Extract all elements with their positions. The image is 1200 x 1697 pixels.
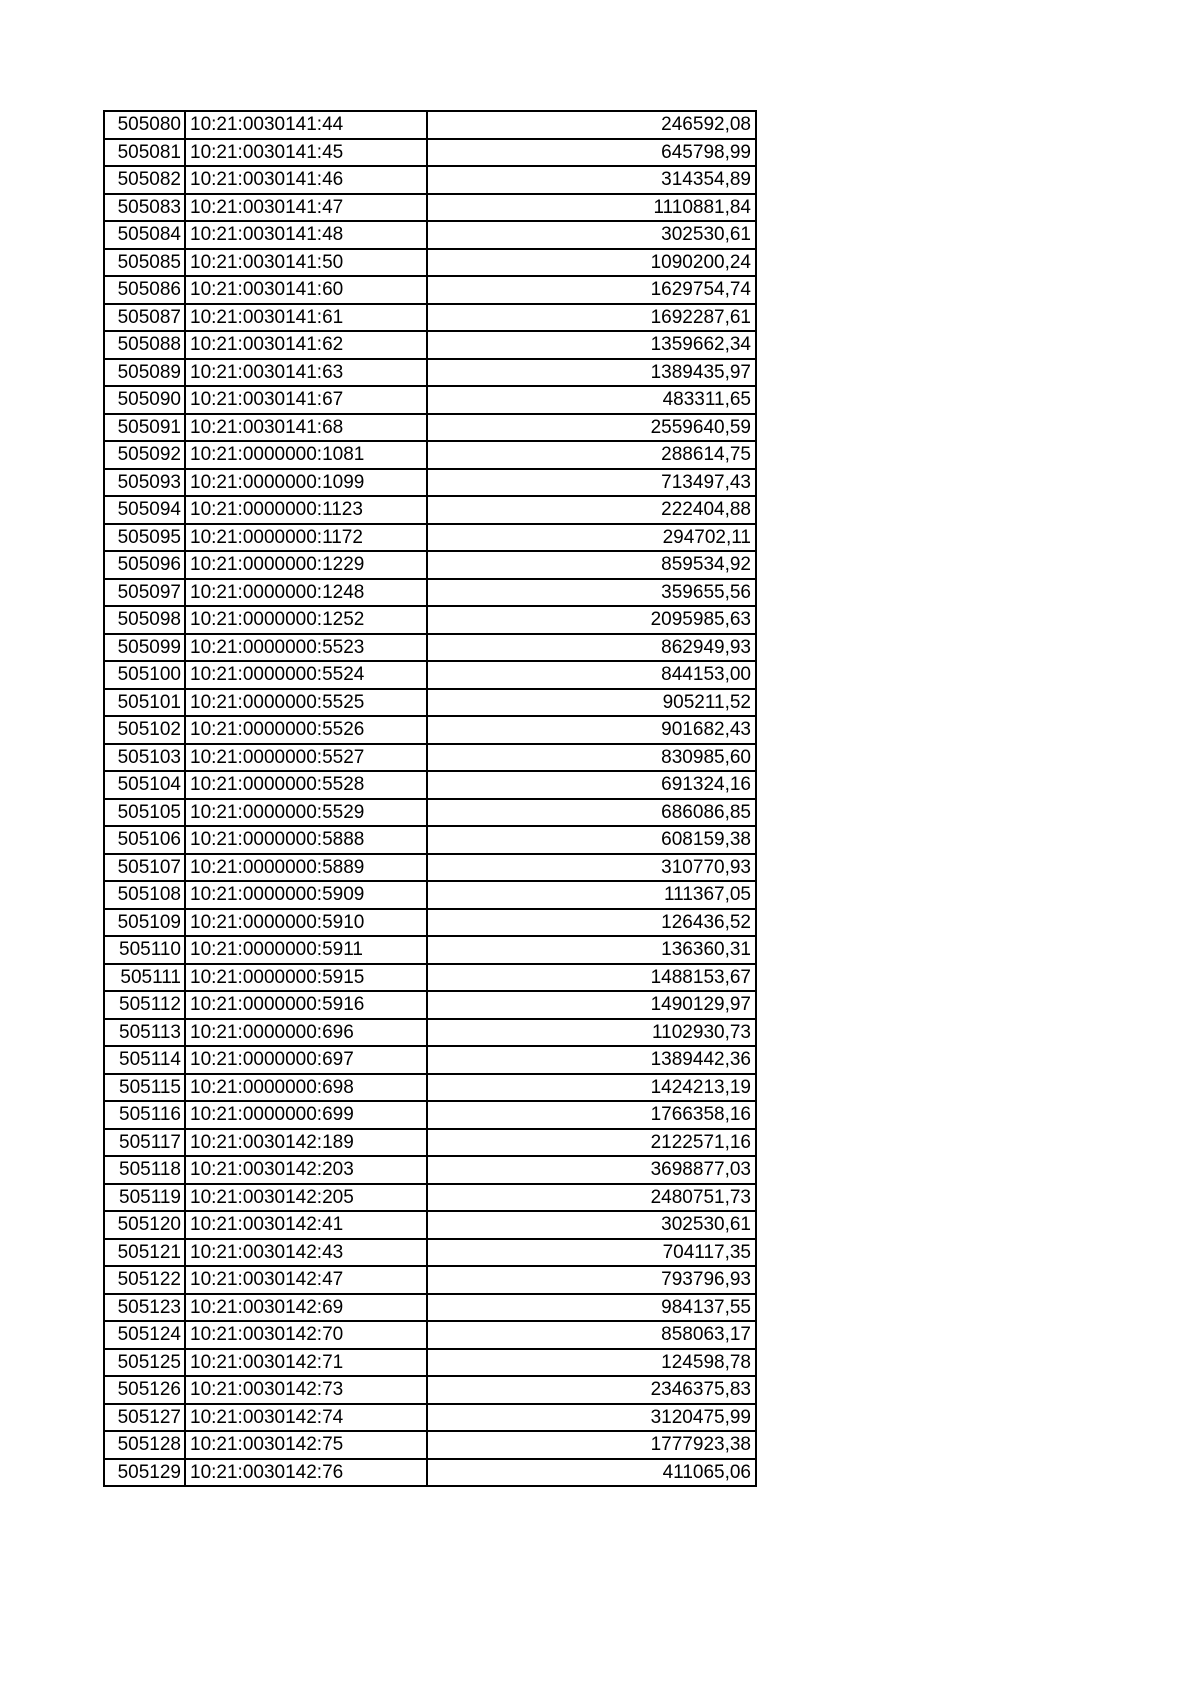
- cadastral-number-cell: 10:21:0030142:73: [185, 1376, 427, 1404]
- value-cell: 704117,35: [427, 1239, 756, 1267]
- cadastral-number-cell: 10:21:0030141:47: [185, 194, 427, 222]
- row-id-cell: 505103: [104, 744, 185, 772]
- value-cell: 1488153,67: [427, 964, 756, 992]
- row-id-cell: 505092: [104, 441, 185, 469]
- value-cell: 984137,55: [427, 1294, 756, 1322]
- table-row: [104, 276, 756, 304]
- value-cell: 793796,93: [427, 1266, 756, 1294]
- cadastral-number-cell: 10:21:0030141:50: [185, 249, 427, 277]
- row-id-cell: 505082: [104, 166, 185, 194]
- table-row: [104, 1404, 756, 1432]
- cadastral-number-cell: 10:21:0030141:61: [185, 304, 427, 332]
- row-id-cell: 505123: [104, 1294, 185, 1322]
- cadastral-number-cell: 10:21:0000000:1099: [185, 469, 427, 497]
- row-id-cell: 505115: [104, 1074, 185, 1102]
- table-row: [104, 1211, 756, 1239]
- row-id-cell: 505120: [104, 1211, 185, 1239]
- row-id-cell: 505128: [104, 1431, 185, 1459]
- table-row: [104, 221, 756, 249]
- value-cell: 294702,11: [427, 524, 756, 552]
- table-row: [104, 386, 756, 414]
- cadastral-number-cell: 10:21:0000000:696: [185, 1019, 427, 1047]
- row-id-cell: 505094: [104, 496, 185, 524]
- cadastral-number-cell: 10:21:0000000:5526: [185, 716, 427, 744]
- cadastral-number-cell: 10:21:0030142:70: [185, 1321, 427, 1349]
- value-cell: 686086,85: [427, 799, 756, 827]
- value-cell: 310770,93: [427, 854, 756, 882]
- value-cell: 1490129,97: [427, 991, 756, 1019]
- row-id-cell: 505127: [104, 1404, 185, 1432]
- cadastral-number-cell: 10:21:0000000:5888: [185, 826, 427, 854]
- cadastral-number-cell: 10:21:0030142:203: [185, 1156, 427, 1184]
- table-row: [104, 744, 756, 772]
- value-cell: 2559640,59: [427, 414, 756, 442]
- row-id-cell: 505083: [104, 194, 185, 222]
- cadastral-number-cell: 10:21:0030142:76: [185, 1459, 427, 1487]
- row-id-cell: 505124: [104, 1321, 185, 1349]
- value-cell: 1359662,34: [427, 331, 756, 359]
- table-row: [104, 936, 756, 964]
- cadastral-number-cell: 10:21:0030141:60: [185, 276, 427, 304]
- row-id-cell: 505098: [104, 606, 185, 634]
- cadastral-number-cell: 10:21:0030142:47: [185, 1266, 427, 1294]
- row-id-cell: 505087: [104, 304, 185, 332]
- table-row: [104, 1376, 756, 1404]
- cadastral-number-cell: 10:21:0000000:1123: [185, 496, 427, 524]
- table-row: [104, 331, 756, 359]
- row-id-cell: 505112: [104, 991, 185, 1019]
- value-cell: 862949,93: [427, 634, 756, 662]
- cadastral-number-cell: 10:21:0000000:699: [185, 1101, 427, 1129]
- cadastral-number-cell: 10:21:0030141:67: [185, 386, 427, 414]
- value-cell: 359655,56: [427, 579, 756, 607]
- cadastral-number-cell: 10:21:0000000:5523: [185, 634, 427, 662]
- table-row: [104, 579, 756, 607]
- table-row: [104, 249, 756, 277]
- table-row: [104, 964, 756, 992]
- row-id-cell: 505086: [104, 276, 185, 304]
- cadastral-number-cell: 10:21:0030142:43: [185, 1239, 427, 1267]
- table-row: [104, 496, 756, 524]
- value-cell: 713497,43: [427, 469, 756, 497]
- cadastral-value-table: [103, 110, 757, 1487]
- value-cell: 1389435,97: [427, 359, 756, 387]
- table-row: [104, 826, 756, 854]
- table-row: [104, 1321, 756, 1349]
- table-row: [104, 1156, 756, 1184]
- table-row: [104, 1074, 756, 1102]
- value-cell: 691324,16: [427, 771, 756, 799]
- row-id-cell: 505126: [104, 1376, 185, 1404]
- table-row: [104, 661, 756, 689]
- table-row: [104, 441, 756, 469]
- row-id-cell: 505110: [104, 936, 185, 964]
- row-id-cell: 505095: [104, 524, 185, 552]
- value-cell: 302530,61: [427, 1211, 756, 1239]
- row-id-cell: 505108: [104, 881, 185, 909]
- value-cell: 1424213,19: [427, 1074, 756, 1102]
- table-row: [104, 799, 756, 827]
- cadastral-number-cell: 10:21:0000000:5525: [185, 689, 427, 717]
- cadastral-number-cell: 10:21:0030141:62: [185, 331, 427, 359]
- cadastral-number-cell: 10:21:0030142:74: [185, 1404, 427, 1432]
- row-id-cell: 505100: [104, 661, 185, 689]
- table-row: [104, 111, 756, 139]
- value-cell: 111367,05: [427, 881, 756, 909]
- value-cell: 411065,06: [427, 1459, 756, 1487]
- row-id-cell: 505088: [104, 331, 185, 359]
- cadastral-number-cell: 10:21:0030141:44: [185, 111, 427, 139]
- table-row: [104, 194, 756, 222]
- cadastral-number-cell: 10:21:0030142:75: [185, 1431, 427, 1459]
- value-cell: 905211,52: [427, 689, 756, 717]
- table-row: [104, 1294, 756, 1322]
- value-cell: 314354,89: [427, 166, 756, 194]
- table-row: [104, 909, 756, 937]
- table-row: [104, 1101, 756, 1129]
- row-id-cell: 505097: [104, 579, 185, 607]
- cadastral-number-cell: 10:21:0000000:1081: [185, 441, 427, 469]
- table-row: [104, 166, 756, 194]
- cadastral-number-cell: 10:21:0000000:5528: [185, 771, 427, 799]
- table-row: [104, 139, 756, 167]
- cadastral-number-cell: 10:21:0000000:5889: [185, 854, 427, 882]
- row-id-cell: 505102: [104, 716, 185, 744]
- cadastral-number-cell: 10:21:0030142:189: [185, 1129, 427, 1157]
- cadastral-number-cell: 10:21:0000000:698: [185, 1074, 427, 1102]
- value-cell: 1090200,24: [427, 249, 756, 277]
- table-row: [104, 1046, 756, 1074]
- table-row: [104, 469, 756, 497]
- table-row: [104, 881, 756, 909]
- value-cell: 1389442,36: [427, 1046, 756, 1074]
- value-cell: 302530,61: [427, 221, 756, 249]
- table-row: [104, 1459, 756, 1487]
- table-row: [104, 991, 756, 1019]
- table-row: [104, 551, 756, 579]
- cadastral-number-cell: 10:21:0000000:1248: [185, 579, 427, 607]
- row-id-cell: 505117: [104, 1129, 185, 1157]
- value-cell: 1629754,74: [427, 276, 756, 304]
- row-id-cell: 505107: [104, 854, 185, 882]
- table-row: [104, 1239, 756, 1267]
- row-id-cell: 505116: [104, 1101, 185, 1129]
- row-id-cell: 505105: [104, 799, 185, 827]
- value-cell: 3120475,99: [427, 1404, 756, 1432]
- table-row: [104, 854, 756, 882]
- value-cell: 2095985,63: [427, 606, 756, 634]
- value-cell: 288614,75: [427, 441, 756, 469]
- table-row: [104, 359, 756, 387]
- cadastral-number-cell: 10:21:0030141:68: [185, 414, 427, 442]
- cadastral-number-cell: 10:21:0000000:5527: [185, 744, 427, 772]
- table-row: [104, 414, 756, 442]
- value-cell: 830985,60: [427, 744, 756, 772]
- value-cell: 1102930,73: [427, 1019, 756, 1047]
- value-cell: 2480751,73: [427, 1184, 756, 1212]
- row-id-cell: 505096: [104, 551, 185, 579]
- cadastral-number-cell: 10:21:0000000:5524: [185, 661, 427, 689]
- value-cell: 608159,38: [427, 826, 756, 854]
- row-id-cell: 505106: [104, 826, 185, 854]
- value-cell: 3698877,03: [427, 1156, 756, 1184]
- value-cell: 136360,31: [427, 936, 756, 964]
- value-cell: 901682,43: [427, 716, 756, 744]
- row-id-cell: 505091: [104, 414, 185, 442]
- cadastral-number-cell: 10:21:0030141:46: [185, 166, 427, 194]
- value-cell: 1766358,16: [427, 1101, 756, 1129]
- table-row: [104, 1184, 756, 1212]
- row-id-cell: 505101: [104, 689, 185, 717]
- table-row: [104, 1431, 756, 1459]
- cadastral-number-cell: 10:21:0000000:5916: [185, 991, 427, 1019]
- value-cell: 222404,88: [427, 496, 756, 524]
- value-cell: 2346375,83: [427, 1376, 756, 1404]
- cadastral-number-cell: 10:21:0000000:5911: [185, 936, 427, 964]
- row-id-cell: 505085: [104, 249, 185, 277]
- row-id-cell: 505089: [104, 359, 185, 387]
- cadastral-number-cell: 10:21:0000000:1229: [185, 551, 427, 579]
- table-row: [104, 1019, 756, 1047]
- row-id-cell: 505129: [104, 1459, 185, 1487]
- cadastral-number-cell: 10:21:0000000:5915: [185, 964, 427, 992]
- row-id-cell: 505109: [104, 909, 185, 937]
- cadastral-number-cell: 10:21:0000000:5910: [185, 909, 427, 937]
- cadastral-number-cell: 10:21:0030142:41: [185, 1211, 427, 1239]
- cadastral-number-cell: 10:21:0030142:205: [185, 1184, 427, 1212]
- table-row: [104, 634, 756, 662]
- value-cell: 645798,99: [427, 139, 756, 167]
- cadastral-number-cell: 10:21:0000000:5529: [185, 799, 427, 827]
- cadastral-number-cell: 10:21:0030141:45: [185, 139, 427, 167]
- row-id-cell: 505084: [104, 221, 185, 249]
- row-id-cell: 505119: [104, 1184, 185, 1212]
- value-cell: 1692287,61: [427, 304, 756, 332]
- cadastral-number-cell: 10:21:0000000:1172: [185, 524, 427, 552]
- value-cell: 1777923,38: [427, 1431, 756, 1459]
- value-cell: 124598,78: [427, 1349, 756, 1377]
- row-id-cell: 505090: [104, 386, 185, 414]
- table-row: [104, 1129, 756, 1157]
- cadastral-number-cell: 10:21:0000000:5909: [185, 881, 427, 909]
- cadastral-number-cell: 10:21:0000000:697: [185, 1046, 427, 1074]
- row-id-cell: 505118: [104, 1156, 185, 1184]
- table-row: [104, 1266, 756, 1294]
- row-id-cell: 505099: [104, 634, 185, 662]
- table-row: [104, 606, 756, 634]
- row-id-cell: 505121: [104, 1239, 185, 1267]
- cadastral-number-cell: 10:21:0030141:48: [185, 221, 427, 249]
- table-row: [104, 304, 756, 332]
- row-id-cell: 505122: [104, 1266, 185, 1294]
- table-row: [104, 524, 756, 552]
- row-id-cell: 505104: [104, 771, 185, 799]
- value-cell: 126436,52: [427, 909, 756, 937]
- value-cell: 483311,65: [427, 386, 756, 414]
- cadastral-number-cell: 10:21:0030142:71: [185, 1349, 427, 1377]
- value-cell: 1110881,84: [427, 194, 756, 222]
- table-row: [104, 1349, 756, 1377]
- cadastral-number-cell: 10:21:0000000:1252: [185, 606, 427, 634]
- cadastral-number-cell: 10:21:0030141:63: [185, 359, 427, 387]
- row-id-cell: 505111: [104, 964, 185, 992]
- row-id-cell: 505114: [104, 1046, 185, 1074]
- row-id-cell: 505081: [104, 139, 185, 167]
- value-cell: 844153,00: [427, 661, 756, 689]
- cadastral-number-cell: 10:21:0030142:69: [185, 1294, 427, 1322]
- table-row: [104, 689, 756, 717]
- row-id-cell: 505080: [104, 111, 185, 139]
- value-cell: 858063,17: [427, 1321, 756, 1349]
- value-cell: 2122571,16: [427, 1129, 756, 1157]
- value-cell: 246592,08: [427, 111, 756, 139]
- row-id-cell: 505113: [104, 1019, 185, 1047]
- value-cell: 859534,92: [427, 551, 756, 579]
- table-row: [104, 716, 756, 744]
- table-body: [104, 111, 756, 1486]
- row-id-cell: 505093: [104, 469, 185, 497]
- row-id-cell: 505125: [104, 1349, 185, 1377]
- table-row: [104, 771, 756, 799]
